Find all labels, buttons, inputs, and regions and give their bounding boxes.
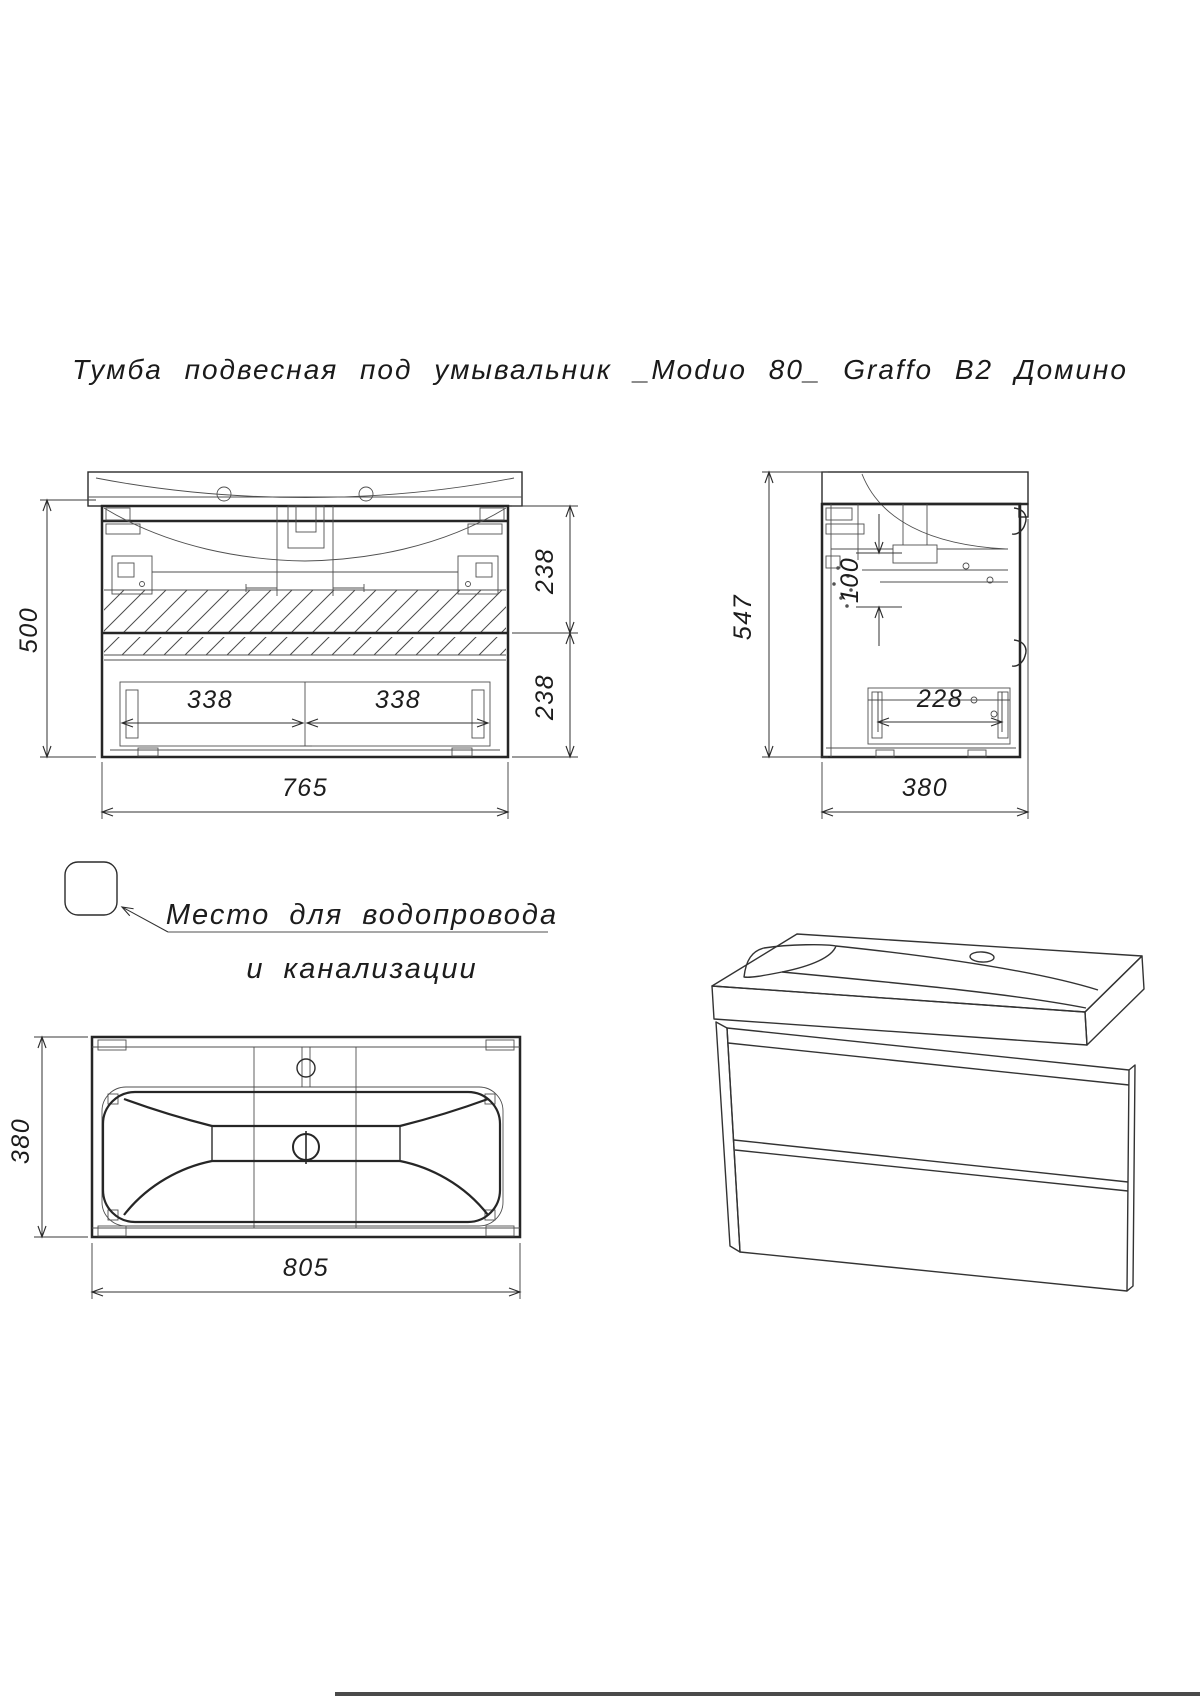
side-view [729, 472, 1028, 819]
dim-plumbing-offset: 100 [836, 556, 864, 604]
perspective-view [712, 934, 1144, 1291]
overflow-hole-right [359, 487, 373, 501]
dim-plan-width: 805 [282, 1254, 330, 1282]
legend-text-line2: и канализации [246, 953, 478, 985]
dim-drawer-right: 338 [374, 686, 422, 714]
dim-drawer-depth: 228 [916, 685, 964, 713]
legend-text-line1: Место для водопровода [165, 899, 559, 931]
plumbing-hatch-icon [65, 862, 117, 915]
plan-basin-bowl [103, 1092, 500, 1222]
iso-faucet-hole [970, 951, 994, 962]
dim-section-bottom: 238 [531, 673, 559, 721]
dim-front-height: 500 [15, 606, 43, 654]
front-plumbing-hatch-area [102, 590, 508, 660]
plan-view [7, 1037, 520, 1299]
side-internal-structure [826, 504, 1016, 757]
scan-edge-artifact [335, 1692, 1200, 1696]
side-washbasin [822, 472, 1028, 549]
iso-cabinet-front [727, 1028, 1129, 1291]
front-lower-drawer [110, 682, 500, 756]
legend-leader-line [122, 907, 168, 932]
plan-dimensions [7, 1037, 520, 1299]
dim-section-top: 238 [531, 547, 559, 595]
side-dimensions [729, 472, 1028, 819]
side-cabinet-outline [822, 504, 1020, 757]
dim-side-height: 547 [729, 593, 757, 641]
dim-drawer-left: 338 [186, 686, 234, 714]
front-view [15, 472, 578, 819]
faucet-hole [297, 1059, 315, 1077]
front-washbasin [88, 472, 522, 506]
legend [65, 862, 558, 985]
dim-side-depth: 380 [901, 774, 949, 802]
front-internal-structure [104, 506, 506, 596]
dim-front-width: 765 [281, 774, 329, 802]
dim-plan-depth: 380 [7, 1117, 35, 1165]
drawing-title: Тумба подвесная под умывальник _Moduo 80_ Graffo B2 Домино [72, 354, 1128, 385]
